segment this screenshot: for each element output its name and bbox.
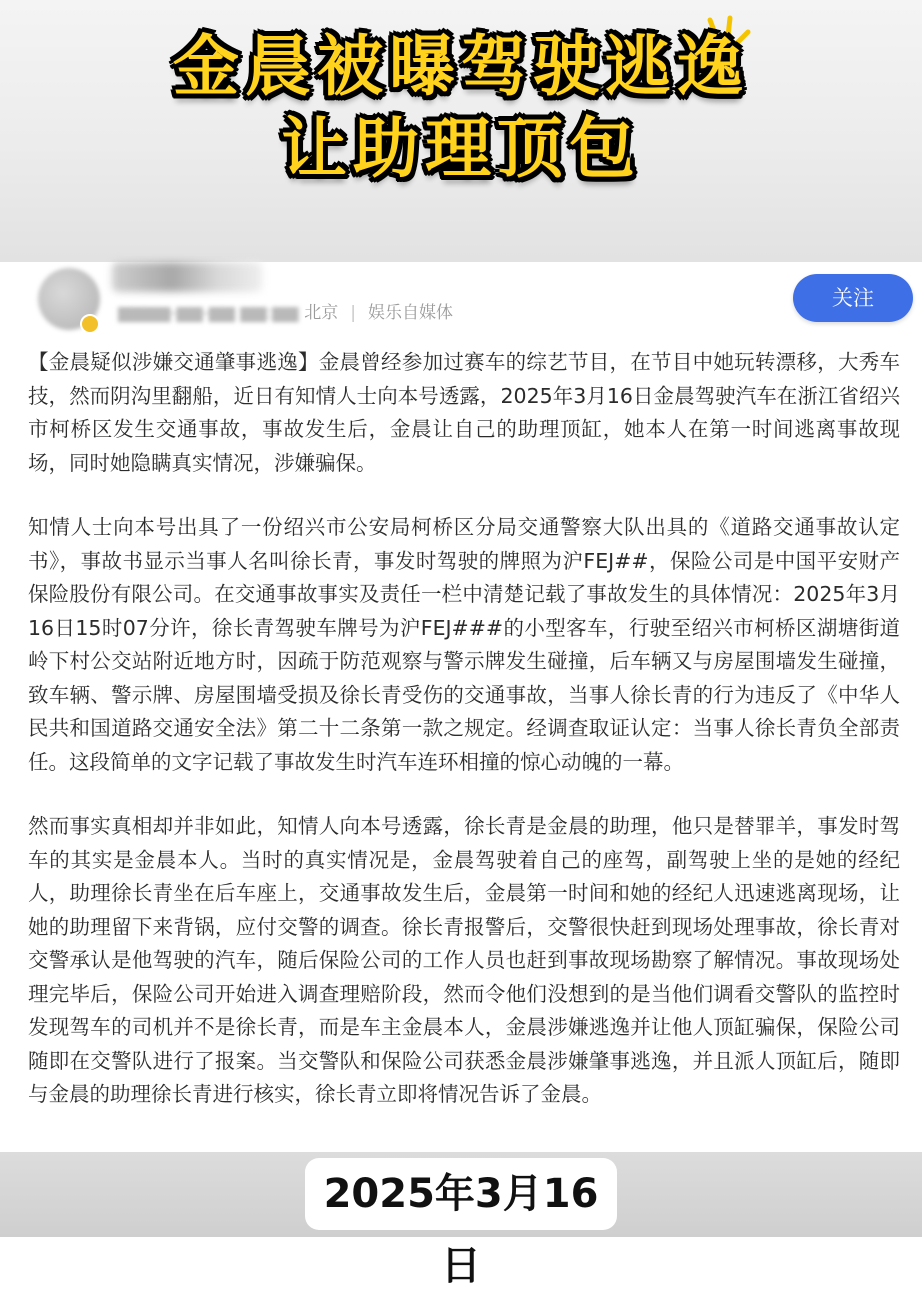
article-paragraph: 然而事实真相却并非如此，知情人向本号透露，徐长青是金晨的助理，他只是替罪羊，事发时驾车的其实是金晨本人。当时的真实情况是，金晨驾驶着自己的座驾，副驾驶上坐的是她的经纪人，助理徐长青坐在后车座上，交通事故发生后，金晨第一时间和她的经纪人迅速逃离现场，让她的助理留下来背锅，应付交警的调查。徐长青报警后，交警很快赶到现场处理事故，徐长青对交警承认是他驾驶的汽车，随后保险公司的工作人员也赶到事故现场勘察了解情况。事故现场处理完毕后，保险公司开始进入调查理赔阶段，然而令他们没想到的是当他们调看交警队的监控时发现驾车的司机并不是徐长青，而是车主金晨本人，金晨涉嫌逃逸并让他人顶缸骗保，保险公司随即在交警队进行了报案。当交警队和保险公司获悉金晨涉嫌肇事逃逸，并且派人顶缸后，随即与金晨的助理徐长青进行核实，徐长青立即将情况告诉了金晨。: [28, 814, 900, 1106]
author-name-redacted[interactable]: [112, 262, 262, 292]
article-paragraph: 【金晨疑似涉嫌交通肇事逃逸】金晨曾经参加过赛车的综艺节目，在节目中她玩转漂移，大秀车技，然而阴沟里翻船，近日有知情人士向本号透露，2025年3月16日金晨驾驶汽车在浙江省绍兴市柯桥区发生交通事故，事故发生后，金晨让自己的助理顶缸，她本人在第一时间逃离事故现场，同时她隐瞒真实情况，涉嫌骗保。: [28, 350, 900, 475]
article-body: [28, 346, 900, 1143]
article-paragraph: 知情人士向本号出具了一份绍兴市公安局柯桥区分局交通警察大队出具的《道路交通事故认定书》，事故书显示当事人名叫徐长青，事发时驾驶的牌照为沪FEJ##，保险公司是中国平安财产保险股份有限公司。在交通事故事实及责任一栏中清楚记载了事故发生的具体情况：2025年3月16日15时07分许，徐长青驾驶车牌号为沪FEJ###的小型客车，行驶至绍兴市柯桥区湖塘街道岭下村公交站附近地方时，因疏于防范观察与警示牌发生碰撞，后车辆又与房屋围墙发生碰撞，致车辆、警示牌、房屋围墙受损及徐长青受伤的交通事故，当事人徐长青的行为违反了《中华人民共和国道路交通安全法》第二十二条第一款之规定。经调查取证认定：当事人徐长青负全部责任。这段简单的文字记载了事故发生时汽车连环相撞的惊心动魄的一幕。: [28, 515, 900, 774]
post-location: 北京: [304, 303, 339, 323]
verified-badge-icon: [80, 314, 100, 334]
headline-line-2: 让助理顶包: [281, 110, 641, 187]
date-caption: 2025年3月16日: [305, 1158, 617, 1230]
post-meta: [118, 298, 453, 328]
post-category: 娱乐自媒体: [368, 303, 454, 323]
post-time-redacted: ▆▆▆▆-▆▆-▆▆ ▆▆:▆▆: [118, 303, 299, 323]
follow-button[interactable]: 关注: [793, 274, 913, 322]
headline-line-1: 金晨被曝驾驶逃逸: [173, 28, 749, 105]
meta-divider: |: [350, 303, 357, 323]
header-banner: [0, 0, 922, 262]
headline: [0, 26, 922, 190]
